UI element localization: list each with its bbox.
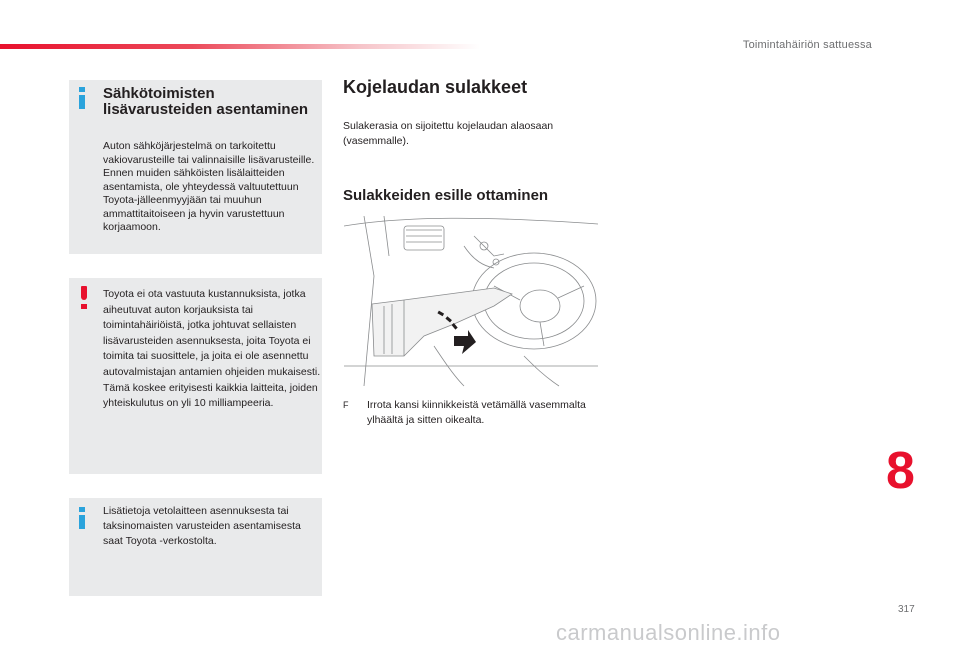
towing-info-box [69,498,322,596]
bullet-marker: F [343,400,349,410]
intro-text: Sulakerasia on sijoitettu kojelaudan alaosaan (vasemmalle). [343,120,554,147]
section-subtitle: Sulakkeiden esille ottaminen [343,187,549,204]
install-box-text: Auton sähköjärjestelmä on tarkoitettu vakiovarusteille tai valinnaisille lisävarusteille. Ennen muiden sähköisten lisälaitteiden asentamista, ole yhteydessä valtuutettuun Toyota-jälleenmyyjään tai muuhun ammattitaitoiseen ja hyvin varustettuun korjaamoon. [103,140,315,233]
watermark: carmanualsonline.info [556,620,781,645]
fuse-box-illustration [344,216,598,387]
install-info-box [69,80,322,254]
page-number: 317 [898,604,915,615]
info-icon [79,507,85,529]
chapter-number: 8 [886,442,915,500]
info-box-text: Lisätietoja vetolaitteen asennuksesta tai taksinomaisten varusteiden asentamisesta saat Toyota -verkostolta. [103,505,301,547]
install-box-title: Sähkötoimisten lisävarusteiden asentaminen [103,85,309,118]
warning-icon [81,286,89,310]
header-accent-bar [0,44,480,49]
page-title: Kojelaudan sulakkeet [343,77,528,97]
warning-box [69,278,322,474]
section-title: Toimintahäiriön sattuessa [742,39,872,51]
warning-box-text: Toyota ei ota vastuuta kustannuksista, jotka aiheutuvat auton korjauksista tai toimintahäiriöistä, jotka johtuvat sellaisten lisävarusteiden asennuksesta, joita Toyota ei toimita tai suosittele, ja joita ei ole asennettu autovalmistajan antamien ohjeiden mukaisesti. Tämä koskee erityisesti kaikkia laitteita, joiden yhteiskulutus on yli 10 milliampeeria. [103,288,321,410]
info-icon [79,87,85,109]
bullet-text: Irrota kansi kiinnikkeistä vetämällä vasemmalta ylhäältä ja sitten oikealta. [367,399,586,426]
